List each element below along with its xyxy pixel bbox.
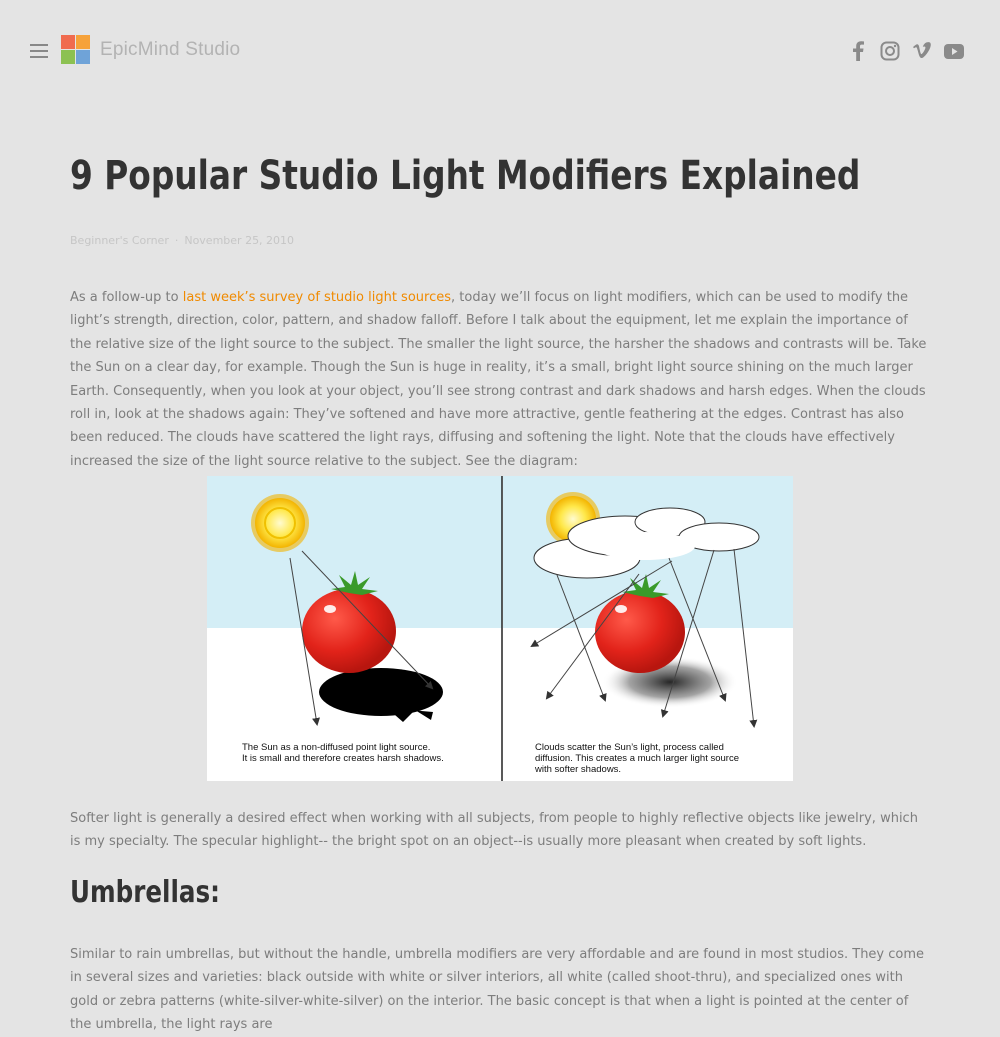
youtube-icon[interactable] bbox=[944, 40, 964, 62]
menu-icon[interactable] bbox=[30, 44, 48, 58]
left-caption-line-1: The Sun as a non-diffused point light source. bbox=[242, 742, 431, 753]
umbrellas-paragraph: Similar to rain umbrellas, but without the handle, umbrella modifiers are very affordable and are found in most studios. They come in several sizes and varieties: black outside with white or silver interiors, all white (called shoot-thru), and specialized ones with gold or zebra patterns (white-silver-white-silver) on the interior. The basic concept is that when a light is pointed at the center of the umbrella, the light rays are bbox=[70, 947, 925, 1033]
light-diffusion-diagram bbox=[207, 476, 793, 781]
article bbox=[70, 140, 930, 1033]
right-caption-line-2: diffusion. This creates a much larger light source bbox=[535, 753, 739, 764]
left-caption-line-2: It is small and therefore creates harsh shadows. bbox=[242, 753, 444, 764]
article-title: 9 Popular Studio Light Modifiers Explained bbox=[70, 153, 861, 199]
social-links bbox=[848, 40, 964, 62]
site-header bbox=[0, 0, 1000, 100]
instagram-icon[interactable] bbox=[880, 40, 900, 62]
facebook-icon[interactable] bbox=[848, 40, 868, 62]
site-name: EpicMind Studio bbox=[100, 38, 241, 60]
logo-mark-icon bbox=[61, 35, 90, 64]
intro-paragraph bbox=[70, 286, 930, 473]
right-caption-line-3: with softer shadows. bbox=[535, 764, 622, 775]
meta-separator: · bbox=[174, 234, 179, 247]
article-meta bbox=[70, 234, 930, 250]
article-date: November 25, 2010 bbox=[184, 234, 295, 247]
hard-shadow bbox=[319, 668, 443, 716]
right-caption-line-1: Clouds scatter the Sun’s light, process called bbox=[535, 742, 724, 753]
survey-link[interactable]: last week’s survey of studio light sources bbox=[182, 290, 451, 305]
diagram-svg bbox=[207, 476, 793, 781]
intro-rest: , today we’ll focus on light modifiers, which can be used to modify the light’s strength, direction, color, pattern, and shadow falloff. Before I talk about the equipment, let me explain the importance of the relative size of the light source to the subject. The smaller the light source, the harsher the shadows and contrasts will be. Take the Sun on a clear day, for example. Though the Sun is huge in reality, it’s a small, bright light source shining on the much larger Earth. Consequently, when you look at your object, you’ll see strong contrast and dark shadows and harsh edges. When the clouds roll in, look at the shadows again: They’ve softened and have more attractive, gentle feathering at the edges. Contrast has also been reduced. The clouds have scattered the light rays, diffusing and softening the light. Note that the clouds have effectively increased the size of the light source relative to the subject. See the diagram: bbox=[70, 290, 927, 469]
section-heading-umbrellas: Umbrellas: bbox=[70, 875, 220, 910]
soft-light-paragraph: Softer light is generally a desired effect when working with all subjects, from people to highly reflective objects like jewelry, which is my specialty. The specular highlight-- the bright spot on an object--is usually more pleasant when created by soft lights. bbox=[70, 811, 918, 850]
left-sun-icon bbox=[251, 494, 309, 552]
vimeo-icon[interactable] bbox=[912, 40, 932, 62]
site-logo[interactable] bbox=[61, 35, 240, 64]
intro-prefix: As a follow-up to bbox=[70, 290, 183, 305]
article-category[interactable]: Beginner's Corner bbox=[70, 234, 169, 247]
